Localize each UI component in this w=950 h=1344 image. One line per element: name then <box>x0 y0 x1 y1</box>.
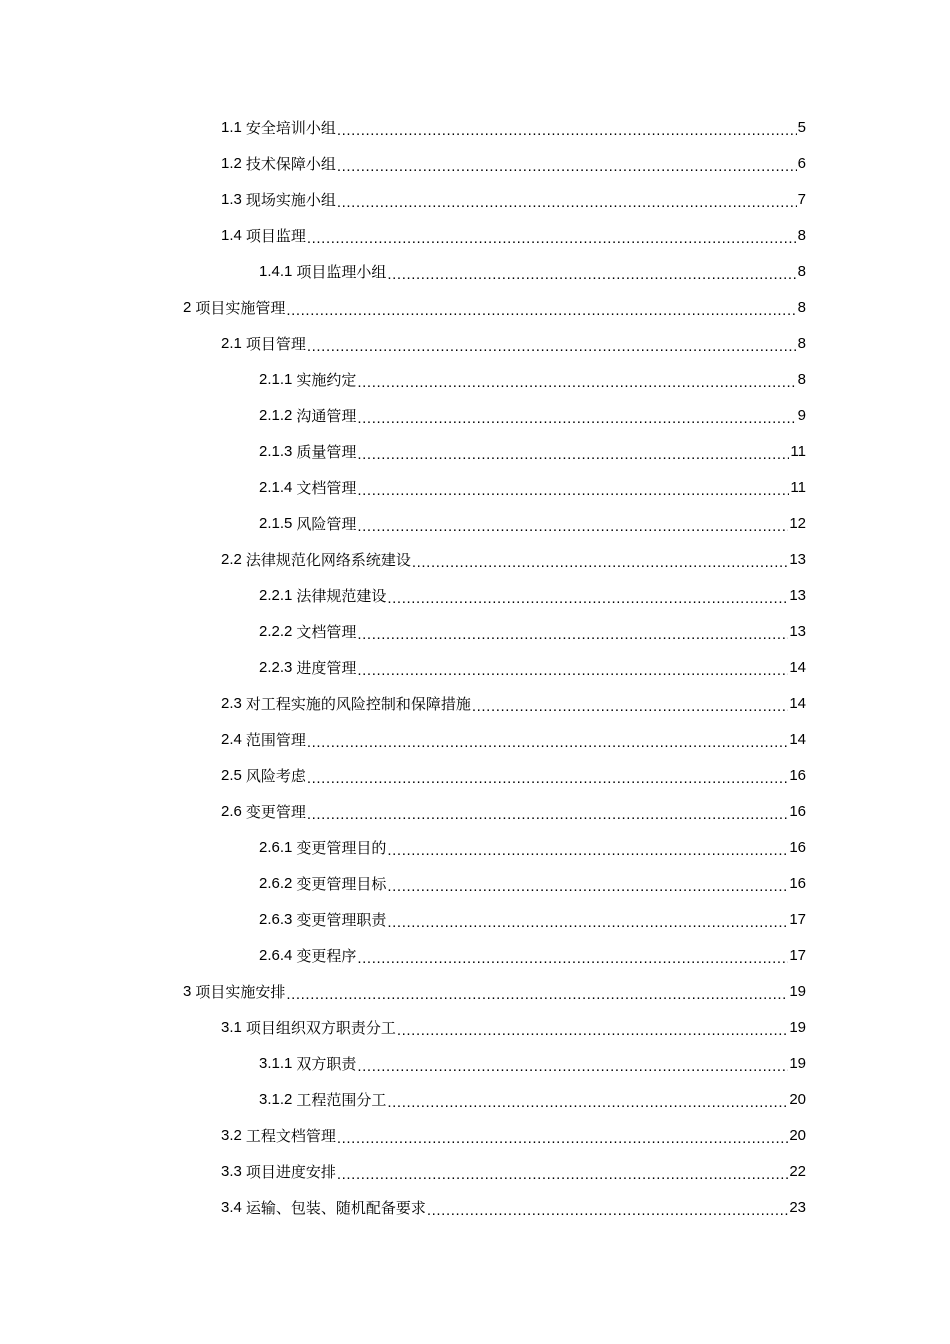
toc-entry-page-number: 19 <box>789 1019 806 1036</box>
toc-entry[interactable] <box>0 542 806 578</box>
toc-entry-number: 3 <box>183 983 192 1000</box>
toc-entry-title: 实施约定 <box>296 371 357 389</box>
toc-entry-page-number: 16 <box>789 839 806 856</box>
toc-entry-number: 1.4 <box>221 227 242 244</box>
toc-dot-leader <box>357 410 796 428</box>
toc-entry-page-number: 17 <box>789 947 806 964</box>
toc-dot-leader <box>337 194 797 212</box>
toc-entry-number: 2.2 <box>221 551 242 568</box>
toc-entry[interactable] <box>0 1190 806 1226</box>
toc-entry-title: 沟通管理 <box>296 407 357 425</box>
toc-entry-number: 1.1 <box>221 119 242 136</box>
toc-entry-number: 2.1.1 <box>259 371 293 388</box>
toc-dot-leader <box>357 1058 788 1076</box>
toc-dot-leader <box>337 1130 788 1148</box>
toc-entry-number: 2.4 <box>221 731 242 748</box>
toc-dot-leader <box>357 374 796 392</box>
toc-entry[interactable] <box>0 254 806 290</box>
toc-entry-title: 安全培训小组 <box>245 119 336 137</box>
toc-entry-page-number: 13 <box>789 551 806 568</box>
toc-entry-page-number: 8 <box>797 371 806 388</box>
toc-dot-leader <box>357 626 788 644</box>
toc-entry-number: 2.1.3 <box>259 443 293 460</box>
toc-entry-page-number: 8 <box>797 335 806 352</box>
toc-entry-title: 风险管理 <box>296 515 357 533</box>
toc-dot-leader <box>387 842 788 860</box>
toc-entry[interactable] <box>0 830 806 866</box>
toc-dot-leader <box>357 950 788 968</box>
toc-entry[interactable] <box>0 578 806 614</box>
toc-entry-page-number: 19 <box>789 1055 806 1072</box>
table-of-contents <box>0 110 950 1226</box>
toc-dot-leader <box>337 1166 788 1184</box>
toc-entry-page-number: 14 <box>789 695 806 712</box>
toc-entry-page-number: 16 <box>789 875 806 892</box>
toc-entry[interactable] <box>0 470 806 506</box>
toc-entry-number: 3.1.2 <box>259 1091 293 1108</box>
toc-entry[interactable] <box>0 146 806 182</box>
toc-entry-title: 技术保障小组 <box>245 155 336 173</box>
toc-entry-page-number: 7 <box>797 191 806 208</box>
toc-entry-number: 2.1.4 <box>259 479 293 496</box>
toc-entry-number: 2.1.2 <box>259 407 293 424</box>
toc-entry-number: 1.2 <box>221 155 242 172</box>
toc-entry-number: 2.5 <box>221 767 242 784</box>
toc-entry[interactable] <box>0 182 806 218</box>
toc-dot-leader <box>387 1094 788 1112</box>
toc-entry[interactable] <box>0 614 806 650</box>
toc-entry[interactable] <box>0 1118 806 1154</box>
toc-entry-page-number: 14 <box>789 659 806 676</box>
toc-dot-leader <box>307 734 788 752</box>
toc-entry-number: 3.3 <box>221 1163 242 1180</box>
toc-entry-page-number: 16 <box>789 803 806 820</box>
toc-dot-leader <box>472 698 788 716</box>
toc-entry[interactable] <box>0 290 806 326</box>
toc-entry-title: 文档管理 <box>296 479 357 497</box>
toc-entry-number: 3.1.1 <box>259 1055 293 1072</box>
toc-entry-title: 项目管理 <box>245 335 306 353</box>
toc-entry[interactable] <box>0 1154 806 1190</box>
toc-dot-leader <box>357 662 788 680</box>
toc-entry-title: 现场实施小组 <box>245 191 336 209</box>
toc-entry-page-number: 8 <box>797 227 806 244</box>
toc-entry-number: 2.2.1 <box>259 587 293 604</box>
toc-entry[interactable] <box>0 218 806 254</box>
toc-dot-leader <box>397 1022 788 1040</box>
toc-dot-leader <box>357 446 789 464</box>
toc-dot-leader <box>286 302 796 320</box>
toc-dot-leader <box>337 158 797 176</box>
toc-entry[interactable] <box>0 434 806 470</box>
toc-entry-page-number: 17 <box>789 911 806 928</box>
toc-dot-leader <box>357 518 788 536</box>
toc-dot-leader <box>387 878 788 896</box>
toc-entry-number: 2.6 <box>221 803 242 820</box>
toc-entry-title: 风险考虑 <box>245 767 306 785</box>
toc-entry-number: 2.6.1 <box>259 839 293 856</box>
toc-entry-title: 工程文档管理 <box>245 1127 336 1145</box>
toc-dot-leader <box>307 338 797 356</box>
toc-entry-page-number: 8 <box>797 299 806 316</box>
toc-dot-leader <box>307 230 797 248</box>
toc-entry-number: 2.2.3 <box>259 659 293 676</box>
toc-entry-title: 变更程序 <box>296 947 357 965</box>
toc-entry-number: 2.3 <box>221 695 242 712</box>
toc-entry[interactable] <box>0 110 806 146</box>
toc-entry-title: 工程范围分工 <box>296 1091 387 1109</box>
toc-entry-title: 进度管理 <box>296 659 357 677</box>
toc-entry-title: 变更管理目标 <box>296 875 387 893</box>
toc-entry-number: 3.4 <box>221 1199 242 1216</box>
toc-entry-title: 范围管理 <box>245 731 306 749</box>
toc-entry[interactable] <box>0 758 806 794</box>
toc-entry-number: 2.6.2 <box>259 875 293 892</box>
toc-entry-title: 项目实施安排 <box>195 983 286 1001</box>
toc-entry-page-number: 23 <box>789 1199 806 1216</box>
toc-entry-title: 变更管理职责 <box>296 911 387 929</box>
toc-entry-page-number: 11 <box>790 443 806 460</box>
toc-entry[interactable] <box>0 794 806 830</box>
toc-entry-number: 2.2.2 <box>259 623 293 640</box>
toc-entry-title: 运输、包装、随机配备要求 <box>245 1199 426 1217</box>
toc-entry[interactable] <box>0 938 806 974</box>
toc-entry[interactable] <box>0 1046 806 1082</box>
toc-dot-leader <box>286 986 788 1004</box>
toc-dot-leader <box>412 554 788 572</box>
toc-dot-leader <box>307 806 788 824</box>
toc-entry-number: 1.4.1 <box>259 263 293 280</box>
toc-entry-page-number: 19 <box>789 983 806 1000</box>
toc-dot-leader <box>427 1202 788 1220</box>
toc-entry[interactable] <box>0 650 806 686</box>
toc-entry[interactable] <box>0 362 806 398</box>
toc-entry-title: 法律规范化网络系统建设 <box>245 551 411 569</box>
toc-entry-title: 质量管理 <box>296 443 357 461</box>
toc-dot-leader <box>387 266 796 284</box>
toc-entry-page-number: 13 <box>789 623 806 640</box>
toc-entry[interactable] <box>0 1010 806 1046</box>
toc-entry-title: 文档管理 <box>296 623 357 641</box>
toc-entry[interactable] <box>0 686 806 722</box>
toc-entry-page-number: 11 <box>790 479 806 496</box>
toc-entry-page-number: 9 <box>797 407 806 424</box>
toc-entry-page-number: 13 <box>789 587 806 604</box>
toc-entry-title: 变更管理目的 <box>296 839 387 857</box>
toc-entry-number: 2.1 <box>221 335 242 352</box>
toc-entry-page-number: 6 <box>797 155 806 172</box>
toc-entry-title: 对工程实施的风险控制和保障措施 <box>245 695 471 713</box>
toc-entry[interactable] <box>0 398 806 434</box>
toc-entry-number: 2.6.4 <box>259 947 293 964</box>
toc-entry-page-number: 20 <box>789 1091 806 1108</box>
toc-entry[interactable] <box>0 506 806 542</box>
toc-entry-page-number: 14 <box>789 731 806 748</box>
toc-entry-number: 2 <box>183 299 192 316</box>
toc-dot-leader <box>387 590 788 608</box>
toc-entry-title: 法律规范建设 <box>296 587 387 605</box>
toc-entry-number: 1.3 <box>221 191 242 208</box>
toc-entry-page-number: 22 <box>789 1163 806 1180</box>
toc-entry[interactable] <box>0 326 806 362</box>
toc-entry-title: 变更管理 <box>245 803 306 821</box>
toc-entry-page-number: 16 <box>789 767 806 784</box>
toc-entry-title: 双方职责 <box>296 1055 357 1073</box>
toc-entry-page-number: 8 <box>797 263 806 280</box>
toc-entry[interactable] <box>0 974 806 1010</box>
toc-entry-number: 2.1.5 <box>259 515 293 532</box>
toc-entry-page-number: 20 <box>789 1127 806 1144</box>
toc-entry-title: 项目实施管理 <box>195 299 286 317</box>
toc-entry-page-number: 5 <box>797 119 806 136</box>
toc-dot-leader <box>337 122 797 140</box>
toc-entry-title: 项目监理 <box>245 227 306 245</box>
toc-entry[interactable] <box>0 866 806 902</box>
toc-dot-leader <box>387 914 788 932</box>
toc-dot-leader <box>307 770 788 788</box>
toc-entry-title: 项目进度安排 <box>245 1163 336 1181</box>
toc-entry-page-number: 12 <box>789 515 806 532</box>
toc-dot-leader <box>357 482 789 500</box>
toc-entry-number: 3.1 <box>221 1019 242 1036</box>
toc-entry[interactable] <box>0 722 806 758</box>
toc-entry-number: 2.6.3 <box>259 911 293 928</box>
toc-entry-number: 3.2 <box>221 1127 242 1144</box>
toc-entry-title: 项目组织双方职责分工 <box>245 1019 396 1037</box>
toc-entry-title: 项目监理小组 <box>296 263 387 281</box>
toc-entry[interactable] <box>0 1082 806 1118</box>
toc-entry[interactable] <box>0 902 806 938</box>
